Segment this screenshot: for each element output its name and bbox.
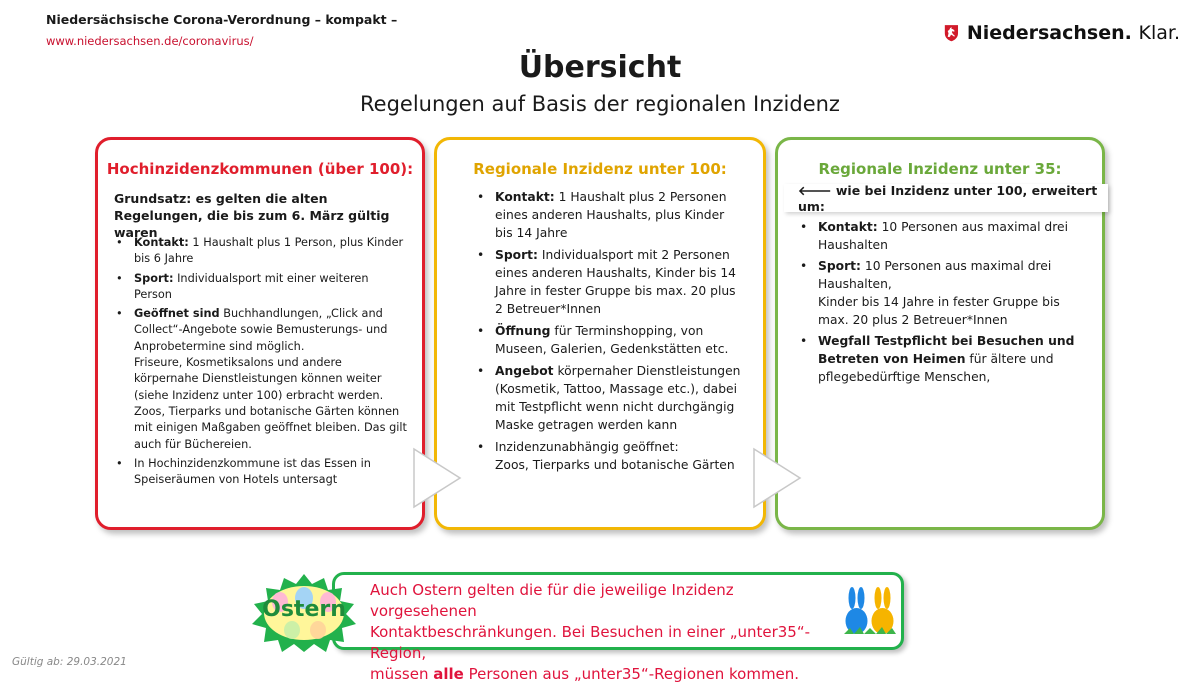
item-text: für Terminshopping, von Museen, Galerien, Gedenkstätten etc. (495, 324, 729, 356)
page-title: Übersicht (518, 50, 682, 85)
easter-line-3-post: Personen aus „unter35“-Regionen kommen. (463, 665, 800, 683)
item-label: Wegfall Testpflicht bei Besuchen und Betreten von Heimen (818, 334, 1075, 366)
item-label: Kontakt: (818, 220, 878, 234)
easter-line-2: Kontaktbeschränkungen. Bei Besuchen in einer „unter35“-Region, (370, 623, 811, 662)
high-incidence-card (95, 137, 425, 530)
item-label: Sport: (134, 271, 174, 285)
page-subtitle: Regelungen auf Basis der regionalen Inzidenz (360, 92, 840, 116)
incidence-under-100-list (475, 188, 743, 478)
item-label: Kontakt: (495, 190, 555, 204)
high-incidence-intro: Grundsatz: es gelten die alten Regelungen, die bis zum 6. März gültig waren (114, 191, 390, 240)
header-title: Niedersächsische Corona-Verordnung – kompakt – (46, 12, 398, 27)
horse-coat-of-arms-icon (944, 12, 959, 54)
arrow-right-icon (412, 447, 464, 509)
easter-bunnies-icon (842, 586, 898, 636)
niedersachsen-logo (944, 12, 1180, 54)
item-text: Buchhandlungen, „Click and Collect“-Angebote sowie Bemusterungs- und Anprobetermine sind möglich. (134, 307, 388, 353)
incidence-under-100-heading: Regionale Inzidenz unter 100: (473, 160, 727, 178)
list-item (475, 438, 743, 474)
logo-main: Niedersachsen. (966, 22, 1132, 44)
list-item (475, 188, 743, 242)
list-item (114, 456, 408, 489)
item-extra: Kinder bis 14 Jahre in fester Gruppe bis max. 20 plus 2 Betreuer*Innen (818, 295, 1060, 327)
high-incidence-list (114, 235, 408, 491)
item-label: Angebot (495, 364, 554, 378)
incidence-under-35-intro: 🡐 wie bei Inzidenz unter 100, erweitert um: (784, 184, 1108, 212)
list-item (114, 271, 408, 304)
list-item (114, 235, 408, 268)
high-incidence-heading: Hochinzidenzkommunen (über 100): (106, 160, 414, 178)
item-text: 1 Haushalt plus 2 Personen eines anderen Haushalts, plus Kinder bis 14 Jahre (495, 190, 727, 240)
incidence-under-35-heading: Regionale Inzidenz unter 35: (818, 160, 1062, 178)
item-label: Geöffnet sind (134, 307, 220, 321)
list-item (114, 306, 408, 453)
easter-line-3-pre: müssen (370, 665, 434, 683)
incidence-under-100-card (434, 137, 766, 530)
list-item (475, 322, 743, 358)
item-text: Individualsport mit 2 Personen eines anderen Haushalts, Kinder bis 14 Jahre in fester Gruppe bis max. 20 plus 2 Betreuer*Innen (495, 248, 736, 316)
item-text: Inzidenzunabhängig geöffnet: (495, 440, 679, 454)
item-extra: Friseure, Kosmetiksalons und andere körpernahe Dienstleistungen können weiter (siehe Inzidenz unter 100) erbracht werden. Zoos, Tierparks und botanische Gärten können mit einigen Maßgaben geöffnet bleiben. Das gilt auch für Büchereien. (134, 356, 407, 451)
arrow-right-icon (752, 447, 804, 509)
easter-line-3-bold: alle (433, 665, 464, 683)
list-item (798, 257, 1084, 329)
item-text: In Hochinzidenzkommune ist das Essen in Speiseräumen von Hotels untersagt (134, 456, 371, 487)
item-text: körpernaher Dienstleistungen (Kosmetik, Tattoo, Massage etc.), dabei mit Testpflicht wenn nicht durchgängig Maske getragen werden kann (495, 364, 741, 432)
easter-badge-label: Ostern (262, 597, 346, 622)
item-label: Sport: (495, 248, 538, 262)
item-text: 10 Personen aus maximal drei Haushalten, (818, 259, 1052, 291)
item-label: Kontakt: (134, 236, 189, 249)
logo-suffix: Klar. (1138, 22, 1180, 44)
list-item (475, 246, 743, 318)
item-text: für ältere und pflegebedürftige Menschen, (818, 352, 1054, 384)
list-item (798, 218, 1084, 254)
list-item (475, 362, 743, 434)
item-extra: Zoos, Tierparks und botanische Gärten (495, 458, 735, 472)
valid-from-footer: Gültig ab: 29.03.2021 (12, 656, 127, 668)
item-text: 10 Personen aus maximal drei Haushalten (818, 220, 1068, 252)
easter-notice (246, 572, 910, 683)
incidence-under-35-list (798, 218, 1084, 389)
easter-notice-text (370, 580, 840, 685)
item-label: Öffnung (495, 324, 551, 338)
header-url[interactable]: www.niedersachsen.de/coronavirus/ (46, 34, 254, 48)
easter-line-3 (370, 664, 840, 685)
incidence-under-35-card (775, 137, 1105, 530)
list-item (798, 332, 1084, 386)
item-label: Sport: (818, 259, 861, 273)
item-text: 1 Haushalt plus 1 Person, plus Kinder bis 6 Jahre (134, 236, 404, 266)
logo-text (967, 22, 1180, 44)
item-text: Individualsport mit einer weiteren Person (134, 271, 369, 301)
easter-line-1: Auch Ostern gelten die für die jeweilige Inzidenz vorgesehenen (370, 581, 734, 620)
